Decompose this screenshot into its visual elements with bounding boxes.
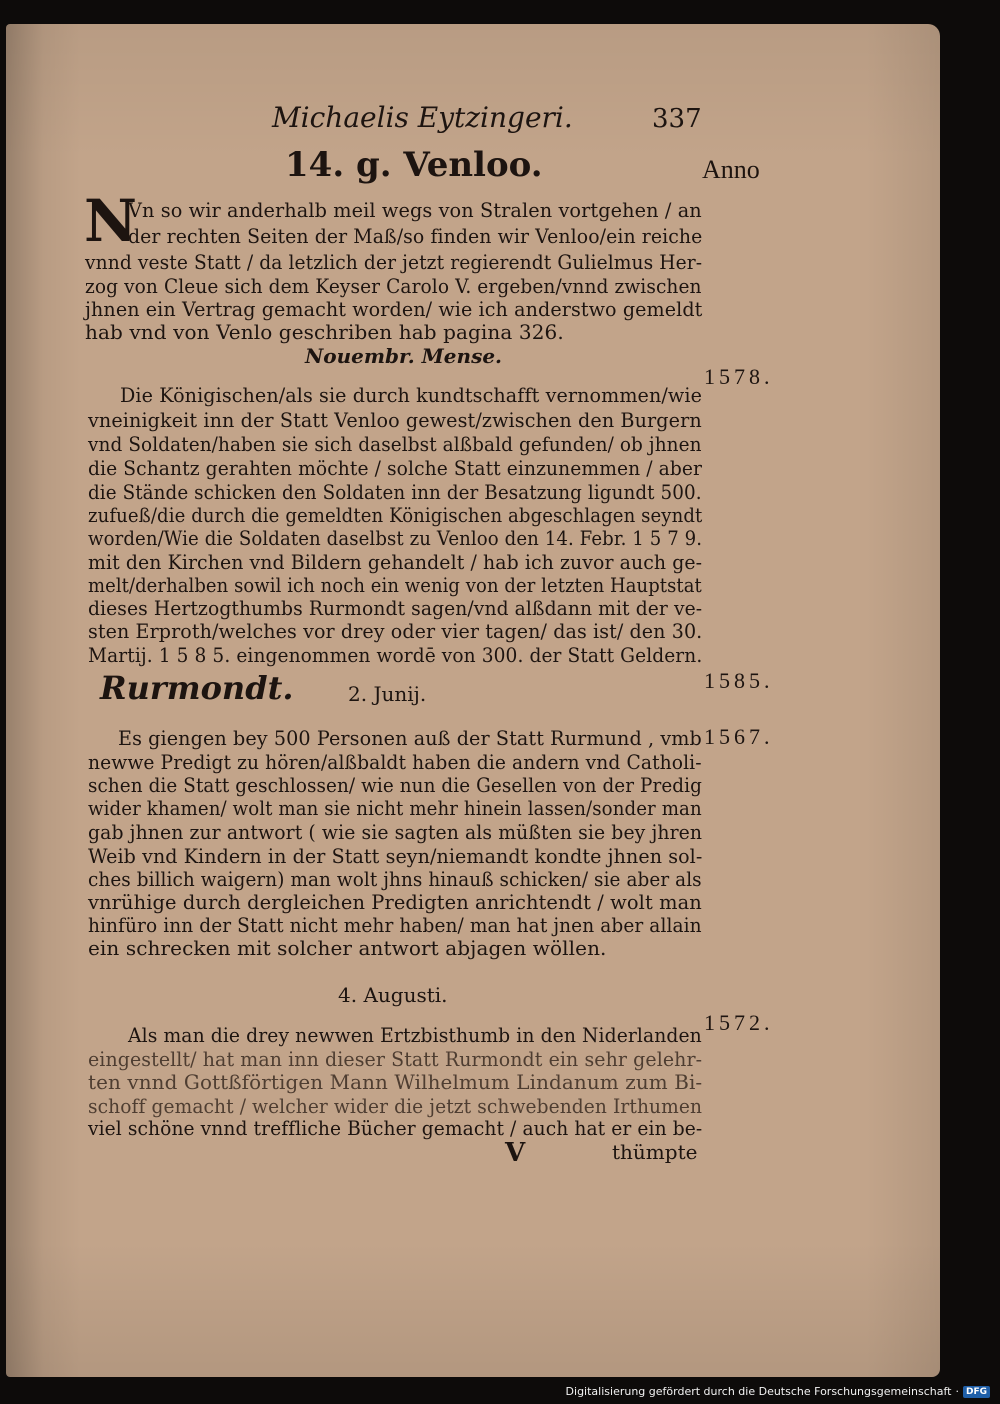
text-line: vnrühige durch dergleichen Predigten anrichtendt / wolt man bbox=[88, 890, 702, 914]
drop-cap: N bbox=[84, 187, 138, 255]
text-line: ein schrecken mit solcher antwort abjagen wöllen. bbox=[88, 936, 607, 960]
text-line: Vn so wir anderhalb meil wegs von Stralen vortgehen / an bbox=[128, 198, 702, 222]
text-line: vnd Soldaten/haben sie sich daselbst alßbald gefunden/ ob jhnen bbox=[88, 432, 702, 456]
text-line: Die Königischen/als sie durch kundtschafft vernommen/wie bbox=[120, 383, 702, 407]
margin-year: 1578. bbox=[704, 364, 774, 389]
text-line: Martij. 1 5 8 5. eingenommen wordē von 300. der Statt Geldern. bbox=[88, 643, 703, 667]
text-line: mit den Kirchen vnd Bildern gehandelt / hab ich zuvor auch ge- bbox=[88, 550, 703, 574]
footer-separator: · bbox=[955, 1385, 959, 1398]
margin-year: 1572. bbox=[704, 1010, 774, 1035]
text-line: jhnen ein Vertrag gemacht worden/ wie ich anderstwo gemeldt bbox=[85, 297, 703, 321]
text-line: sten Erproth/welches vor drey oder vier tagen/ das ist/ den 30. bbox=[88, 619, 703, 643]
text-line: ten vnnd Gottßförtigen Mann Wilhelmum Lindanum zum Bi- bbox=[88, 1070, 703, 1094]
text-line: zog von Cleue sich dem Keyser Carolo V. ergeben/vnnd zwischen bbox=[85, 274, 702, 298]
margin-year: 1567. bbox=[704, 724, 774, 749]
text-line: eingestellt/ hat man inn dieser Statt Rurmondt ein sehr gelehr- bbox=[88, 1047, 703, 1071]
text-line: Weib vnd Kindern in der Statt seyn/niemandt kondte jhnen sol- bbox=[88, 844, 703, 868]
footer-credit bbox=[566, 1385, 990, 1398]
date-heading: 2. Junij. bbox=[348, 682, 427, 706]
catchword: thümpte bbox=[612, 1140, 698, 1164]
margin-year: 1585. bbox=[704, 668, 774, 693]
text-line: der rechten Seiten der Maß/so finden wir Venloo/ein reiche bbox=[128, 224, 703, 248]
text-line: hinfüro inn der Statt nicht mehr haben/ man hat jnen aber allain bbox=[88, 913, 702, 937]
text-line: viel schöne vnnd treffliche Bücher gemacht / auch hat er ein be- bbox=[88, 1116, 703, 1140]
signature-mark: V bbox=[505, 1138, 526, 1168]
text-line: schen die Statt geschlossen/ wie nun die Gesellen von der Predig bbox=[88, 773, 702, 797]
text-line: Als man die drey newwen Ertzbisthumb in den Niderlanden bbox=[128, 1023, 702, 1047]
text-line: gab jhnen zur antwort ( wie sie sagten als müßten sie bey jhren bbox=[88, 820, 703, 844]
text-line: schoff gemacht / welcher wider die jetzt schwebenden Irthumen bbox=[88, 1094, 703, 1118]
text-line: ches billich waigern) man wolt jhns hinauß schicken/ sie aber als bbox=[88, 867, 702, 891]
page-number: 337 bbox=[652, 104, 702, 134]
date-heading: 4. Augusti. bbox=[338, 983, 448, 1007]
text-line: die Stände schicken den Soldaten inn der Besatzung ligundt 500. bbox=[88, 480, 702, 504]
running-title: Michaelis Eytzingeri. bbox=[272, 101, 573, 134]
text-line: wider khamen/ wolt man sie nicht mehr hinein lassen/sonder man bbox=[88, 796, 702, 820]
anno-label: Anno bbox=[702, 155, 760, 184]
text-line: hab vnd von Venlo geschriben hab pagina 326. bbox=[85, 320, 564, 344]
subheading: Nouembr. Mense. bbox=[305, 344, 503, 368]
text-line: Es giengen bey 500 Personen auß der Statt Rurmund , vmb bbox=[118, 726, 702, 750]
text-line: dieses Hertzogthumbs Rurmondt sagen/vnd alßdann mit der ve- bbox=[88, 596, 703, 620]
text-line: melt/derhalben sowil ich noch ein wenig von der letzten Hauptstat bbox=[88, 573, 702, 597]
text-line: newwe Predigt zu hören/alßbaldt haben die andern vnd Catholi- bbox=[88, 750, 702, 774]
text-line: vnnd veste Statt / da letzlich der jetzt regierendt Gulielmus Her- bbox=[85, 250, 703, 274]
text-line: vneinigkeit inn der Statt Venloo gewest/zwischen den Burgern bbox=[88, 408, 702, 432]
dfg-logo: DFG bbox=[963, 1386, 990, 1398]
footer-text: Digitalisierung gefördert durch die Deutsche Forschungsgemeinschaft bbox=[565, 1385, 952, 1398]
section-title: 14. g. Venloo. bbox=[285, 145, 543, 185]
place-heading: Rurmondt. bbox=[100, 669, 294, 707]
text-line: die Schantz gerahten möchte / solche Statt einzunemmen / aber bbox=[88, 456, 703, 480]
text-line: zufueß/die durch die gemeldten Königischen abgeschlagen seyndt bbox=[88, 503, 703, 527]
text-line: worden/Wie die Soldaten daselbst zu Venloo den 14. Febr. 1 5 7 9. bbox=[88, 526, 703, 550]
